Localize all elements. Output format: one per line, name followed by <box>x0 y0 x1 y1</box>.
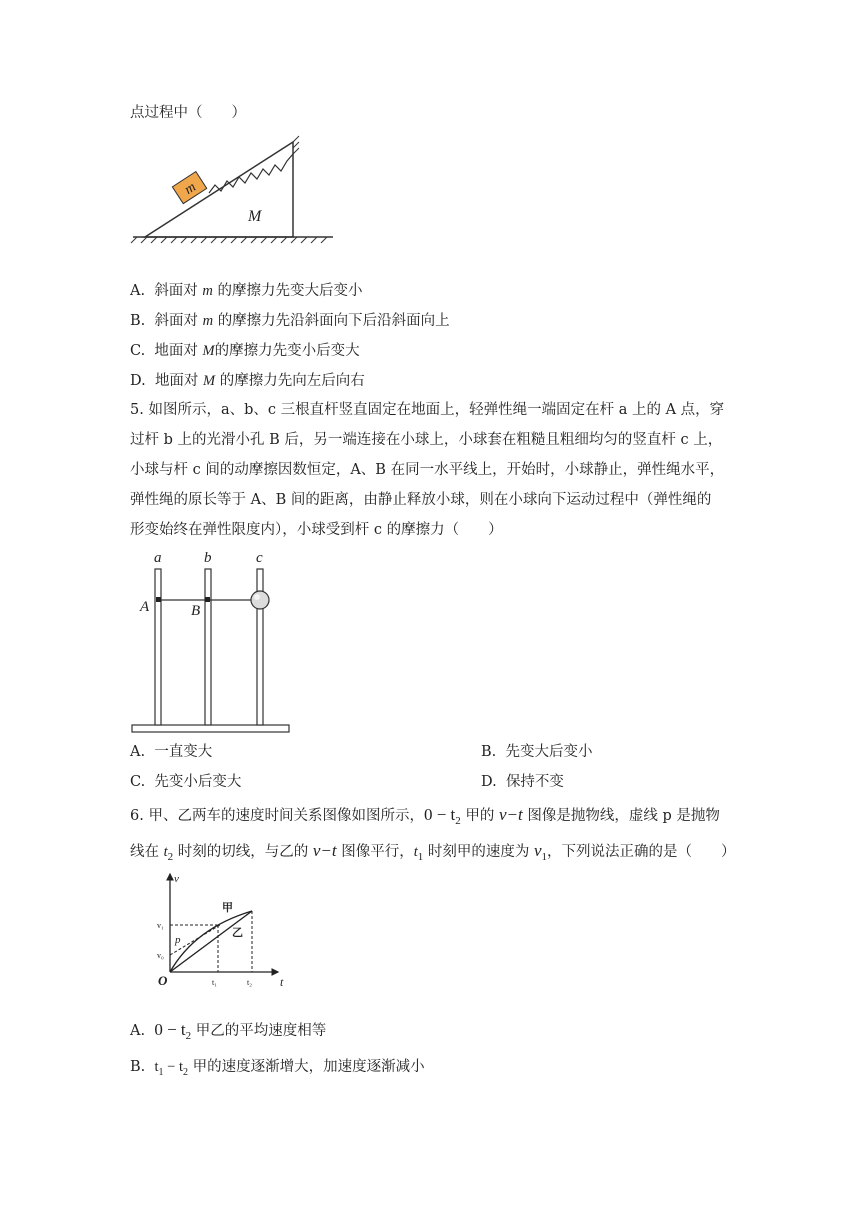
q6-option-a[interactable]: A. $0 - t_2$ 甲乙的平均速度相等 <box>130 1020 327 1042</box>
q5-option-b[interactable]: B. 先变大后变小 <box>481 744 593 760</box>
incline-label: M <box>248 208 262 225</box>
q4-option-c[interactable]: C. 地面对 M的摩擦力先变小后变大 <box>130 343 360 359</box>
velocity-time-graph <box>150 868 290 998</box>
q5-text-line-3: 小球与杆 c 间的动摩擦因数恒定，A、B 在同一水平线上，开始时，小球静止，弹性绳水平， <box>130 462 725 478</box>
rod-c-label: c <box>256 550 263 566</box>
q4-continuation: 点过程中（ ） <box>130 105 246 121</box>
block-label: m <box>182 179 199 198</box>
yi-line <box>170 911 252 972</box>
origin-label: O <box>158 973 168 988</box>
q5-text-line-4: 弹性绳的原长等于 A、B 间的距离，由静止释放小球，则在小球向下运动过程中（弹性绳的 <box>130 492 712 508</box>
three-rods-figure <box>125 545 295 740</box>
v0-label: v₀ <box>157 951 164 960</box>
rod-b-label: b <box>204 550 212 566</box>
q4-option-a[interactable]: A. 斜面对 m 的摩擦力先变大后变小 <box>130 283 363 299</box>
jia-label: 甲 <box>222 901 233 914</box>
q5-text-line-2: 过杆 b 上的光滑小孔 B 后，另一端连接在小球上，小球套在粗糙且粗细均匀的竖直杆 c 上， <box>130 432 723 448</box>
q6-option-b[interactable]: B. $t_1 - t_2$ 甲的速度逐渐增大，加速度逐渐减小 <box>130 1059 425 1078</box>
axis-t-label: t <box>280 975 284 989</box>
yi-label: 乙 <box>232 926 243 939</box>
rod-a-label: a <box>154 550 162 566</box>
q5-option-a[interactable]: A. 一直变大 <box>130 744 213 760</box>
v1-label: v₁ <box>157 921 164 930</box>
q5-option-d[interactable]: D. 保持不变 <box>481 774 564 790</box>
q6-text-line-2: 线在 $t_2$ 时刻的切线，与乙的 v−t 图像平行，$t_1$ 时刻甲的速度为 $v_1$，下列说法正确的是（ ） <box>130 841 736 863</box>
q5-text-line-5: 形变始终在弹性限度内），小球受到杆 c 的摩擦力（ ） <box>130 522 503 538</box>
q6-text-line-1: 6. 甲、乙两车的速度时间关系图像如图所示，$0 - t_2$ 甲的 v−t 图像是抛物线，虚线 p 是抛物 <box>130 805 720 827</box>
t2-label: t₂ <box>247 978 253 987</box>
q5-text-line-1: 5. 如图所示，a、b、c 三根直杆竖直固定在地面上，轻弹性绳一端固定在杆 a 上的 A 点，穿 <box>130 402 725 418</box>
t1-label: t₁ <box>212 978 218 987</box>
axis-v-label: v <box>174 873 179 885</box>
incline-spring-figure <box>125 130 340 245</box>
ball <box>251 591 269 609</box>
q4-option-b[interactable]: B. 斜面对 m 的摩擦力先沿斜面向下后沿斜面向上 <box>130 313 450 329</box>
q5-option-c[interactable]: C. 先变小后变大 <box>130 774 242 790</box>
q4-option-d[interactable]: D. 地面对 M 的摩擦力先向左后向右 <box>130 373 365 389</box>
tangent-p-label: p <box>175 934 181 946</box>
point-b-label: B <box>191 603 201 619</box>
point-a-label: A <box>140 599 150 615</box>
